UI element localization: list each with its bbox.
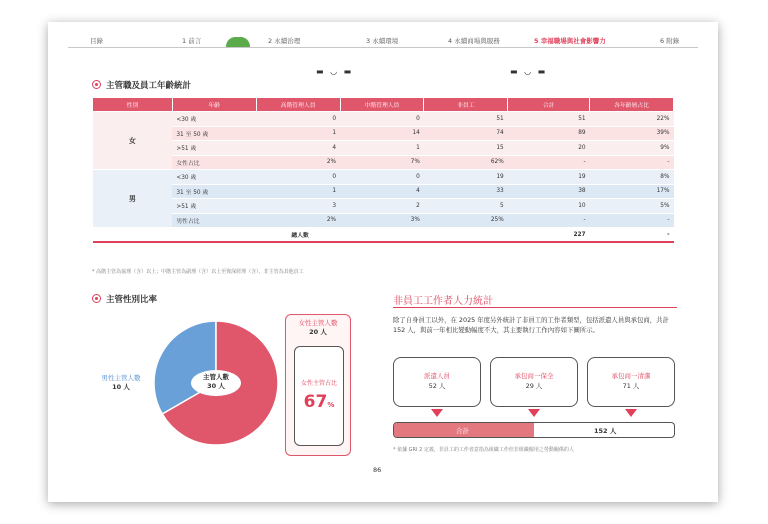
table-cell: 74	[424, 126, 508, 141]
table-cell: <30 歲	[172, 170, 256, 185]
table-cell: 38	[508, 184, 590, 199]
table-cell: 1	[256, 126, 340, 141]
table-cell: 51	[424, 112, 508, 127]
col-header: 性別	[93, 98, 173, 112]
box-value: 52 人	[428, 381, 446, 390]
table-cell: -	[508, 155, 590, 170]
arrow-down-icon	[431, 409, 443, 417]
section-title-age: 主管職及員工年齡統計	[106, 81, 192, 91]
table-cell: 33	[424, 184, 508, 199]
box-value: 71 人	[622, 381, 640, 390]
male-count-label: 男性主管人數	[101, 374, 141, 382]
section-title-gender: 主管性別比率	[106, 295, 158, 305]
page-number: 86	[373, 466, 382, 474]
table-cell: >51 歲	[172, 141, 256, 156]
female-ratio	[294, 380, 344, 415]
table-cell: 89	[508, 126, 590, 141]
section-bullet-icon	[92, 80, 101, 89]
table-cell: 2	[340, 199, 424, 214]
table-row	[93, 199, 674, 214]
section-title-nonemployee: 非員工工作者人力統計	[393, 296, 493, 307]
dispatch-worker-box	[393, 357, 481, 407]
table-cell: 9%	[590, 141, 674, 156]
cleaning-contractor-box	[587, 357, 675, 407]
female-ratio-value: 67	[303, 392, 328, 413]
table-cell: 14	[340, 126, 424, 141]
total-label: 總人數	[93, 228, 508, 243]
table-cell: 0	[256, 112, 340, 127]
table-cell: <30 歲	[172, 112, 256, 127]
female-legend	[285, 319, 351, 337]
decor-dashes-left: ▬ ◡ ▬	[316, 67, 354, 76]
table-cell: 1	[256, 184, 340, 199]
table-cell: 19	[424, 170, 508, 185]
female-count-label: 女性主管人數	[298, 319, 338, 327]
table-row	[93, 213, 674, 228]
table-cell: 0	[256, 170, 340, 185]
table-cell: 5%	[590, 199, 674, 214]
table-cell: 22%	[590, 112, 674, 127]
table-cell: 0	[340, 170, 424, 185]
table-cell: 5	[424, 199, 508, 214]
total-bar-label: 合計	[456, 427, 469, 435]
table-cell: >51 歲	[172, 199, 256, 214]
col-header: 非員工	[424, 98, 508, 112]
nav-item-mall-service[interactable]: 4 永續商場與服務	[448, 37, 500, 45]
nav-item-preface[interactable]: 1 前言	[182, 37, 202, 45]
nonemployee-footnote: * 依據 GRI 2 定義，非員工的工作者意指為組織工作但非組織僱用之勞動關係的人	[393, 447, 574, 453]
table-cell: 4	[340, 184, 424, 199]
table-cell: 男性占比	[172, 213, 256, 228]
table-total-row	[93, 228, 674, 243]
total-pct: -	[590, 228, 674, 243]
table-cell: 2%	[256, 155, 340, 170]
table-header-row	[93, 98, 674, 112]
group-label-male: 男	[93, 170, 173, 228]
table-cell: 31 至 50 歲	[172, 126, 256, 141]
table-cell: 62%	[424, 155, 508, 170]
table-cell: 10	[508, 199, 590, 214]
table-cell: -	[508, 213, 590, 228]
table-cell: 31 至 50 歲	[172, 184, 256, 199]
table-cell: 1	[340, 141, 424, 156]
table-cell: -	[590, 213, 674, 228]
table-cell: 20	[508, 141, 590, 156]
decor-dashes-right: ▬ ◡ ▬	[510, 67, 548, 76]
female-count-value: 20 人	[309, 328, 327, 337]
table-cell: -	[590, 155, 674, 170]
total-value: 227	[508, 228, 590, 243]
donut-center-label	[191, 370, 241, 396]
table-row	[93, 141, 674, 156]
table-row	[93, 170, 674, 185]
female-ratio-unit: %	[327, 401, 335, 410]
center-label-text: 主管人數	[203, 373, 229, 381]
table-cell: 19	[508, 170, 590, 185]
nav-item-governance[interactable]: 2 永續治理	[268, 37, 301, 45]
table-cell: 15	[424, 141, 508, 156]
table-cell: 4	[256, 141, 340, 156]
nav-item-contents[interactable]: 目錄	[90, 37, 103, 45]
male-legend	[88, 374, 154, 392]
male-count-value: 10 人	[112, 383, 130, 392]
arrow-down-icon	[625, 409, 637, 417]
age-stats-table	[92, 97, 674, 243]
table-cell: 3	[256, 199, 340, 214]
box-label: 承包商一保全	[514, 372, 554, 380]
table-cell: 8%	[590, 170, 674, 185]
table-cell: 17%	[590, 184, 674, 199]
table-cell: 39%	[590, 126, 674, 141]
col-header: 高階管理人員	[256, 98, 340, 112]
total-bar	[393, 422, 675, 438]
box-label: 承包商一清潔	[611, 372, 651, 380]
nav-item-appendix[interactable]: 6 附錄	[660, 37, 680, 45]
table-cell: 0	[340, 112, 424, 127]
security-contractor-box	[490, 357, 578, 407]
center-value-text: 30 人	[207, 382, 225, 391]
col-header: 年齡	[172, 98, 256, 112]
col-header: 合計	[508, 98, 590, 112]
nav-item-environment[interactable]: 3 永續環境	[366, 37, 399, 45]
table-cell: 3%	[340, 213, 424, 228]
section-title-underline	[393, 307, 677, 308]
table-cell: 7%	[340, 155, 424, 170]
table-cell: 2%	[256, 213, 340, 228]
group-label-female: 女	[93, 112, 173, 170]
female-ratio-label: 女性主管占比	[300, 380, 337, 387]
nonemployee-paragraph: 除了自身員工以外，在 2025 年度另外統計了非員工的工作者類型，包括派遣人員與承包商，共計 152 人，與前一年相比變動幅度不大，其主要執行工作內容如下圖所示。	[393, 316, 669, 334]
box-label: 派遣人員	[424, 372, 450, 380]
table-row	[93, 184, 674, 199]
table-cell: 女性占比	[172, 155, 256, 170]
nav-item-workplace[interactable]: 5 幸福職場與社會影響力	[534, 37, 606, 45]
col-header: 各年齡層占比	[590, 98, 674, 112]
table-cell: 51	[508, 112, 590, 127]
arrow-down-icon	[528, 409, 540, 417]
table-cell: 25%	[424, 213, 508, 228]
total-bar-value: 152 人	[594, 427, 617, 435]
table-row	[93, 112, 674, 127]
report-page	[48, 22, 718, 502]
col-header: 中階管理人員	[340, 98, 424, 112]
section-bullet-icon	[92, 294, 101, 303]
nav-divider	[68, 47, 698, 48]
box-value: 29 人	[525, 381, 543, 390]
table-row	[93, 155, 674, 170]
table-footnote: * 高階主管為協理（含）以上；中階主管為副理（含）以上至資深經理（含），非主管為其他員工	[92, 269, 304, 275]
table-row	[93, 126, 674, 141]
